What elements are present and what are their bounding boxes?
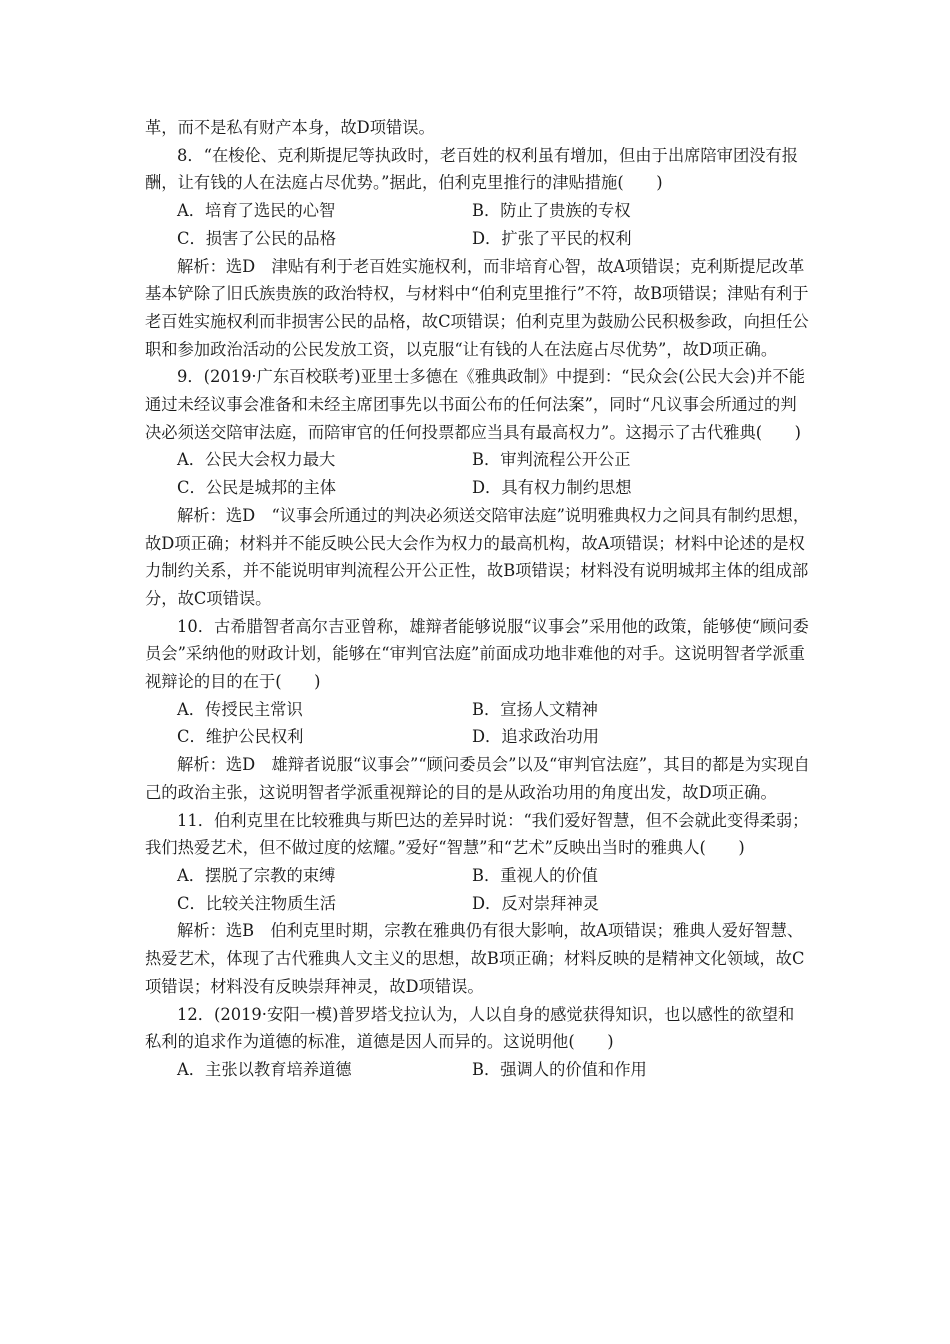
options-row [145,225,810,253]
question-stem: 11．伯利克里在比较雅典与斯巴达的差异时说：“我们爱好智慧，但不会就此变得柔弱；我们热爱艺术，但不做过度的炫耀。”爱好“智慧”和“艺术”反映出当时的雅典人( ) [145,810,809,858]
option-d: D．具有权力制约思想 [472,478,632,498]
options-row [145,696,810,724]
explanation: 解析：选D “议事会所通过的判决必须送交陪审法庭”说明雅典权力之间具有制约思想，故D项正确；材料并不能反映公民大会作为权力的最高机构，故A项错误；材料中论述的是权力制约关系，并不能说明审判流程公开公正性，故B项错误；材料没有说明城邦主体的组成部分，故C项错误。 [145,505,810,608]
option-a: A．传授民主常识 [177,699,303,719]
option-d: D．扩张了平民的权利 [472,228,632,248]
options-row [145,197,810,225]
option-d: D．追求政治功用 [472,727,600,747]
options-row [145,474,810,502]
option-c: C．比较关注物质生活 [177,893,336,913]
question-10 [145,613,810,807]
question-stem: 10．古希腊智者高尔吉亚曾称，雄辩者能够说服“议事会”采用他的政策，能够使“顾问委员会”采纳他的财政计划，能够在“审判官法庭”前面成功地非难他的对手。这说明智者学派重视辩论的目的在于( ) [145,616,809,692]
option-b: B．宣扬人文精神 [472,699,598,719]
option-a: A．培育了选民的心智 [177,201,336,221]
question-stem: 8．“在梭伦、克利斯提尼等执政时，老百姓的权利虽有增加，但由于出席陪审团没有报酬，让有钱的人在法庭占尽优势。”据此，伯利克里推行的津贴措施( ) [145,145,799,193]
option-a: A．公民大会权力最大 [177,450,336,470]
option-d: D．反对崇拜神灵 [472,893,600,913]
question-stem: 9．(2019·广东百校联考)亚里士多德在《雅典政制》中提到：“民众会(公民大会)并不能通过未经议事会准备和未经主席团事先以书面公布的任何法案”，同时“凡议事会所通过的判决必须送交陪审法庭，而陪审官的任何投票都应当具有最高权力”。这揭示了古代雅典( ) [145,367,805,442]
option-b: B．审判流程公开公正 [472,450,631,470]
explanation: 解析：选D 雄辩者说服“议事会”“顾问委员会”以及“审判官法庭”，其目的都是为实现自己的政治主张，这说明智者学派重视辩论的目的是从政治功用的角度出发，故D项正确。 [145,755,810,802]
option-c: C．公民是城邦的主体 [177,478,336,498]
explanation: 解析：选D 津贴有利于老百姓实施权利，而非培育心智，故A项错误；克利斯提尼改革基本铲除了旧氏族贵族的政治特权，与材料中“伯利克里推行”不符，故B项错误；津贴有利于老百姓实施权利而非损害公民的品格，故C项错误；伯利克里为鼓励公民积极参政，向担任公职和参加政治活动的公民发放工资，以克服“让有钱的人在法庭占尽优势”，故D项正确。 [145,256,809,359]
question-11 [145,807,810,1001]
options-row [145,446,810,474]
document-page [145,114,810,1084]
options-row [145,1056,810,1084]
option-b: B．强调人的价值和作用 [472,1059,647,1079]
option-a: A．主张以教育培养道德 [177,1059,352,1079]
question-9 [145,363,810,612]
continued-line: 革，而不是私有财产本身，故D项错误。 [145,118,435,137]
options-row [145,890,810,918]
option-b: B．重视人的价值 [472,865,598,885]
question-stem: 12．(2019·安阳一模)普罗塔戈拉认为，人以自身的感觉获得知识，也以感性的欲望和私利的追求作为道德的标准，道德是因人而异的。这说明他( ) [145,1004,795,1052]
option-b: B．防止了贵族的专权 [472,201,631,221]
option-c: C．维护公民权利 [177,727,304,747]
options-row [145,723,810,751]
question-12 [145,1001,810,1084]
options-row [145,862,810,890]
question-8 [145,142,810,364]
option-c: C．损害了公民的品格 [177,228,336,248]
option-a: A．摆脱了宗教的束缚 [177,865,336,885]
explanation: 解析：选B 伯利克里时期，宗教在雅典仍有很大影响，故A项错误；雅典人爱好智慧、热爱艺术，体现了古代雅典人文主义的思想，故B项正确；材料反映的是精神文化领域，故C项错误；材料没有反映崇拜神灵，故D项错误。 [145,921,805,996]
